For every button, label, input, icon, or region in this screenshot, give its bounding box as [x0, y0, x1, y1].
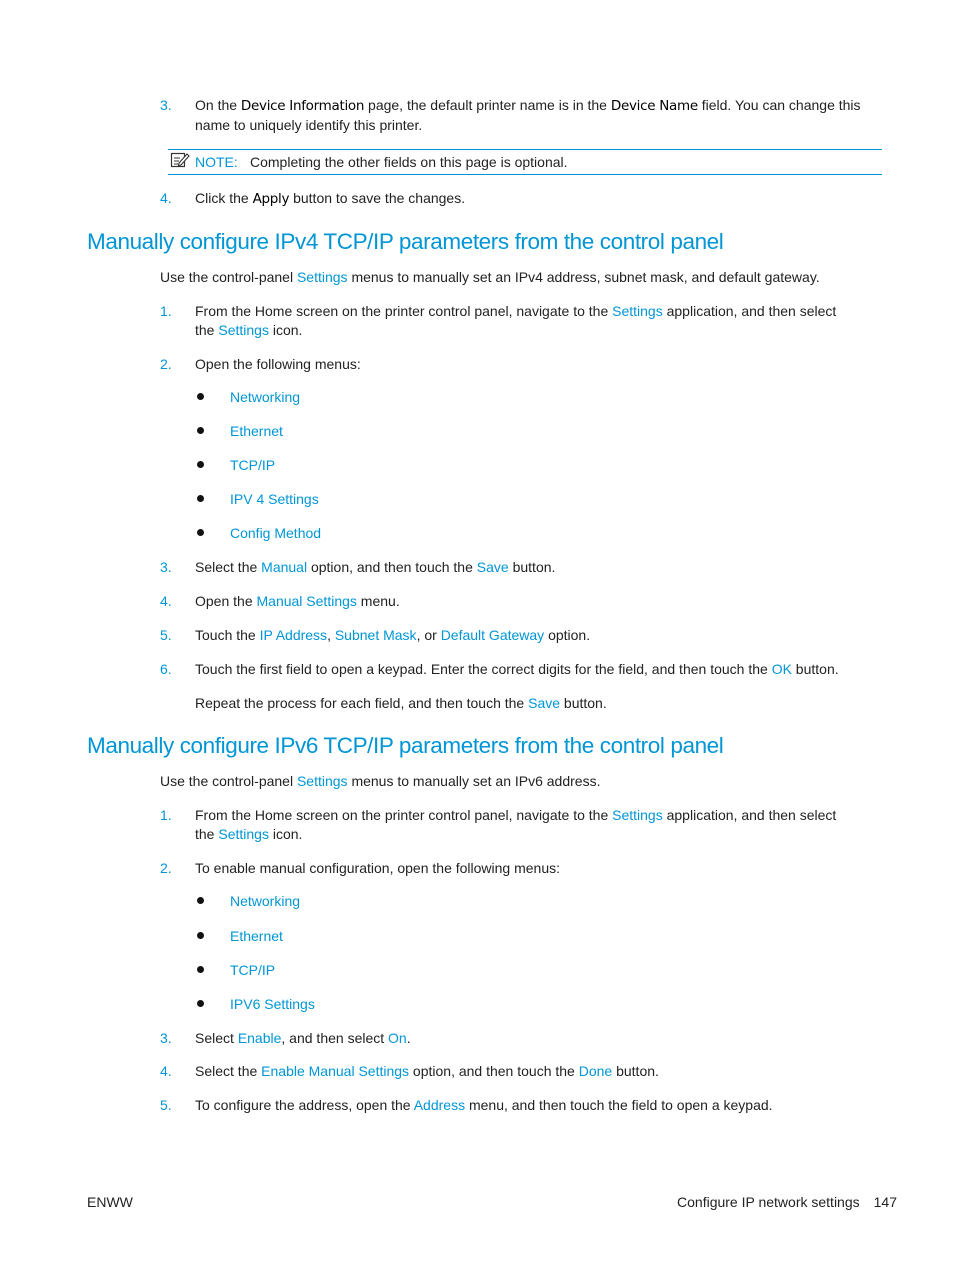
step-text: Touch the first field to open a keypad. Enter the correct digits for the field, and then touch the OK button. [195, 661, 839, 677]
menu-link: Settings [218, 826, 269, 842]
menu-link: Settings [612, 303, 663, 319]
menu-item-tcpip: TCP/IP [230, 962, 276, 978]
note-icon [170, 151, 190, 169]
menu-item-networking: Networking [230, 893, 301, 909]
step-text: Open the following menus: [195, 356, 361, 372]
bullet [197, 427, 204, 434]
bullet [197, 461, 204, 468]
ui-label: Apply [252, 191, 290, 207]
step-number: 2. [160, 356, 172, 372]
note-rule-bottom [168, 174, 882, 175]
step-number: 2. [160, 860, 172, 876]
menu-link: Settings [612, 807, 663, 823]
section-heading-ipv4: Manually configure IPv4 TCP/IP parameters from the control panel [87, 229, 724, 254]
bullet [197, 897, 204, 904]
menu-item-ethernet: Ethernet [230, 928, 283, 944]
note-label: NOTE: [195, 154, 238, 170]
menu-link: Done [578, 1063, 613, 1079]
menu-link: Enable Manual Settings [261, 1063, 410, 1079]
bullet [197, 529, 204, 536]
section-heading-ipv6: Manually configure IPv6 TCP/IP parameters from the control panel [87, 733, 724, 758]
menu-link: Settings [296, 269, 348, 285]
step-number: 5. [160, 627, 172, 643]
menu-item-ethernet: Ethernet [230, 423, 283, 439]
menu-item-config-method: Config Method [230, 525, 322, 541]
section-intro: Use the control-panel Settings menus to manually set an IPv6 address. [160, 773, 601, 789]
step-number: 4. [160, 593, 172, 609]
menu-item-ipv6-settings: IPV6 Settings [230, 996, 315, 1012]
footer-left: ENWW [87, 1194, 133, 1210]
step-text: From the Home screen on the printer control panel, navigate to the Settings application, and then select [195, 807, 837, 823]
note-text: Completing the other fields on this page is optional. [250, 154, 568, 170]
step-text: Open the Manual Settings menu. [195, 593, 400, 609]
step-number: 3. [160, 1030, 172, 1046]
section-intro: Use the control-panel Settings menus to manually set an IPv4 address, subnet mask, and default gateway. [160, 269, 820, 285]
step-text: Repeat the process for each field, and then touch the Save button. [195, 695, 607, 711]
menu-link: Address [413, 1097, 466, 1113]
step-number: 3. [160, 559, 172, 575]
menu-link: Save [476, 559, 509, 575]
page-number: 147 [873, 1194, 897, 1210]
menu-item-networking: Networking [230, 389, 301, 405]
menu-item-ipv4-settings: IPV 4 Settings [230, 491, 319, 507]
note-rule-top [168, 149, 882, 150]
step-text: To enable manual configuration, open the following menus: [195, 860, 561, 876]
step-text: the Settings icon. [195, 826, 303, 842]
menu-link: OK [771, 661, 792, 677]
menu-link: IP Address [259, 627, 328, 643]
menu-link: Settings [218, 322, 269, 338]
step-text: Touch the IP Address, Subnet Mask, or Default Gateway option. [195, 627, 591, 643]
bullet [197, 495, 204, 502]
bullet [197, 393, 204, 400]
step-number: 6. [160, 661, 172, 677]
step-text: From the Home screen on the printer control panel, navigate to the Settings application, and then select [195, 303, 837, 319]
footer-right [677, 1194, 897, 1210]
menu-link: Default Gateway [440, 627, 545, 643]
step-text: name to uniquely identify this printer. [195, 117, 423, 133]
step-text: To configure the address, open the Address menu, and then touch the field to open a keypad. [195, 1097, 773, 1113]
step-text: Click the Apply button to save the changes. [195, 190, 466, 207]
step-text: Select the Manual option, and then touch the Save button. [195, 559, 556, 575]
menu-link: On [388, 1030, 407, 1046]
step-number: 5. [160, 1097, 172, 1113]
menu-link: Save [528, 695, 561, 711]
menu-link: Manual Settings [256, 593, 357, 609]
ui-label: Device Information [240, 98, 365, 114]
step-text: Select Enable, and then select On. [195, 1030, 411, 1046]
step-number: 4. [160, 190, 172, 206]
step-number: 1. [160, 807, 172, 823]
menu-link: Enable [237, 1030, 282, 1046]
step-number: 3. [160, 97, 172, 113]
bullet [197, 1000, 204, 1007]
ui-label: Device Name [610, 98, 698, 114]
step-text: Select the Enable Manual Settings option, and then touch the Done button. [195, 1063, 659, 1079]
bullet [197, 932, 204, 939]
step-number: 4. [160, 1063, 172, 1079]
bullet [197, 966, 204, 973]
step-number: 1. [160, 303, 172, 319]
menu-link: Settings [296, 773, 348, 789]
menu-link: Subnet Mask [334, 627, 417, 643]
menu-item-tcpip: TCP/IP [230, 457, 276, 473]
step-text: the Settings icon. [195, 322, 303, 338]
menu-link: Manual [261, 559, 308, 575]
step-text: On the Device Information page, the default printer name is in the Device Name field. You can change this [195, 97, 861, 114]
footer-section-title: Configure IP network settings [677, 1194, 860, 1210]
